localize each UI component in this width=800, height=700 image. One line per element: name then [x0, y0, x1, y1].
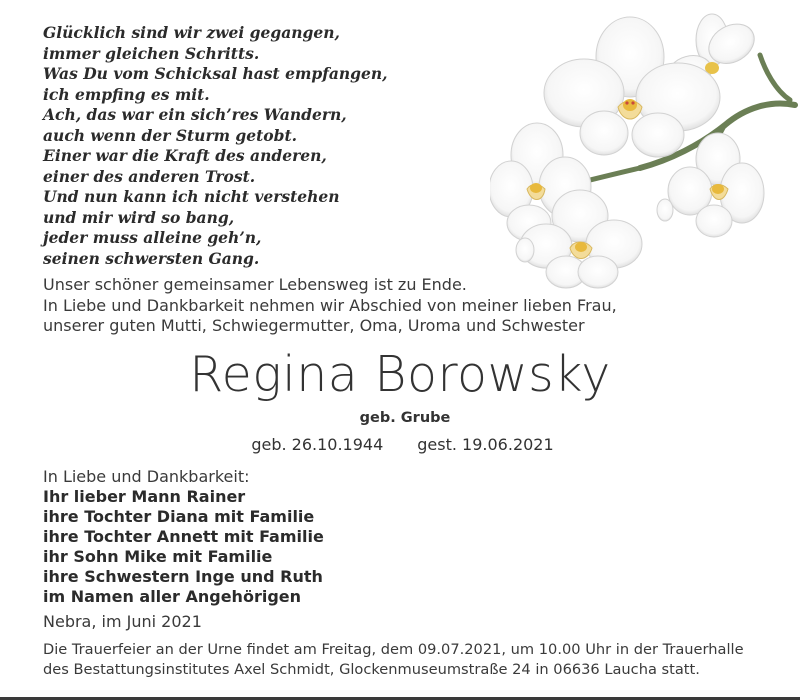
intro-line: In Liebe und Dankbarkeit nehmen wir Abschied von meiner lieben Frau, — [43, 295, 617, 315]
deceased-name: Regina Borowsky — [189, 346, 611, 403]
poem-line: ich empfing es mit. — [43, 84, 210, 104]
mourners-heading: In Liebe und Dankbarkeit: — [43, 467, 250, 486]
poem-line: Glücklich sind wir zwei gegangen, — [43, 23, 340, 42]
place-and-date: Nebra, im Juni 2021 — [43, 612, 202, 631]
mourner-line: ihre Tochter Annett mit Familie — [43, 527, 324, 546]
birth-date: geb. 26.10.1944 — [251, 435, 384, 454]
mourner-line: im Namen aller Angehörigen — [43, 587, 302, 606]
poem — [43, 23, 503, 269]
poem-line: Ach, das war ein sich’res Wandern, — [43, 105, 347, 124]
mourners-list — [43, 467, 643, 607]
intro-line: unserer guten Mutti, Schwiegermutter, Oma, Uroma und Schwester — [43, 316, 585, 335]
poem-line: Und nun kann ich nicht verstehen — [43, 187, 340, 206]
funeral-line: des Bestattungsinstitutes Axel Schmidt, Glockenmuseumstraße 24 in 06636 Laucha statt. — [43, 661, 700, 678]
orchid-flower — [520, 190, 642, 288]
funeral-notice — [43, 640, 783, 680]
mourner-line: ihre Tochter Diana mit Familie — [43, 507, 315, 526]
poem-line: jeder muss alleine geh’n, — [43, 228, 262, 247]
poem-line: und mir wird so bang, — [43, 207, 235, 227]
mourner-line: ihr Sohn Mike mit Familie — [43, 547, 273, 566]
maiden-name: geb. Grube — [359, 410, 451, 426]
orchid-image — [490, 10, 800, 295]
orchid-flower — [668, 133, 764, 237]
death-date: gest. 19.06.2021 — [417, 435, 554, 454]
poem-line: seinen schwersten Gang. — [43, 248, 260, 268]
poem-line: immer gleichen Schritts. — [43, 43, 260, 63]
mourner-line: ihre Schwestern Inge und Ruth — [43, 567, 323, 586]
intro-text — [43, 275, 763, 337]
mourner-line: Ihr lieber Mann Rainer — [43, 487, 246, 506]
funeral-line: Die Trauerfeier an der Urne findet am Freitag, dem 09.07.2021, um 10.00 Uhr in der Trauerhalle — [43, 641, 744, 658]
orchid-flower — [544, 17, 720, 157]
life-dates — [0, 432, 800, 458]
poem-line: Einer war die Kraft des anderen, — [43, 146, 327, 165]
intro-line: Unser schöner gemeinsamer Lebensweg ist zu Ende. — [43, 275, 467, 294]
poem-line: einer des anderen Trost. — [43, 166, 256, 186]
poem-line: auch wenn der Sturm getobt. — [43, 125, 297, 145]
poem-line: Was Du vom Schicksal hast empfangen, — [43, 64, 388, 83]
